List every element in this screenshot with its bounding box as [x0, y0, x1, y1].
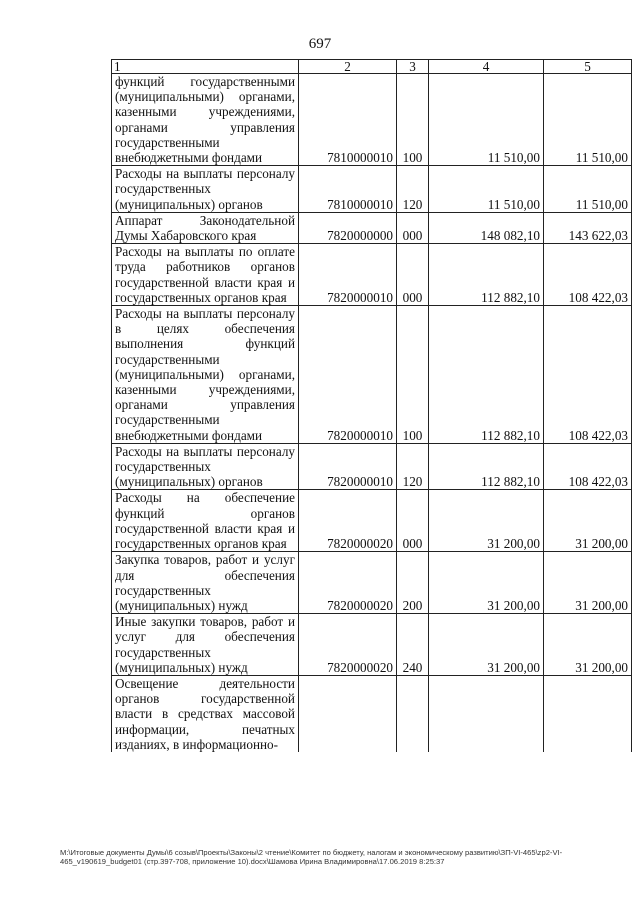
- row-type: 000: [397, 212, 429, 243]
- header-col-5: 5: [544, 60, 632, 74]
- row-sum-2: 143 622,03: [544, 212, 632, 243]
- row-code: [299, 675, 397, 752]
- table-row: [112, 614, 632, 676]
- row-type: 120: [397, 166, 429, 213]
- row-sum-1: 31 200,00: [429, 552, 544, 614]
- row-type: 200: [397, 552, 429, 614]
- row-code: 7820000000: [299, 212, 397, 243]
- row-name: Иные закупки товаров, работ и услуг для обеспечения государственных (муниципальных) нужд: [112, 614, 299, 676]
- row-name: Расходы на выплаты персоналу в целях обеспечения выполнения функций государственными (муниципальными) органами, казенными учреждениями, органами управления государственными внебюджетными фондами: [112, 306, 299, 444]
- budget-table: [111, 59, 632, 752]
- row-sum-2: 31 200,00: [544, 490, 632, 552]
- row-sum-1: 11 510,00: [429, 74, 544, 166]
- row-code: 7820000020: [299, 552, 397, 614]
- row-sum-2: 11 510,00: [544, 166, 632, 213]
- table-row: [112, 166, 632, 213]
- document-path-footer: M:\Итоговые документы Думы\6 созыв\Проекты\Законы\2 чтение\Комитет по бюджету, налогам и экономическому развитию\ЗП-VI-465\zp2-VI-465_v190619_budget01 (стр.397-708, приложение 10).docx\Шамова Ирина Владимировна\17.06.2019 8:25:37: [60, 848, 563, 866]
- table-row: [112, 552, 632, 614]
- row-name: Закупка товаров, работ и услуг для обеспечения государственных (муниципальных) нужд: [112, 552, 299, 614]
- table-row: [112, 212, 632, 243]
- row-code: 7820000010: [299, 443, 397, 490]
- table-row: [112, 675, 632, 752]
- table-row: [112, 244, 632, 306]
- row-sum-1: 31 200,00: [429, 614, 544, 676]
- header-col-3: 3: [397, 60, 429, 74]
- row-type: 000: [397, 490, 429, 552]
- row-sum-1: 11 510,00: [429, 166, 544, 213]
- row-sum-2: 108 422,03: [544, 443, 632, 490]
- row-type: 100: [397, 306, 429, 444]
- table-header-row: [112, 60, 632, 74]
- row-name: Расходы на выплаты персоналу государственных (муниципальных) органов: [112, 443, 299, 490]
- row-sum-1: 112 882,10: [429, 306, 544, 444]
- page-number: 697: [308, 36, 332, 52]
- row-code: 7810000010: [299, 74, 397, 166]
- row-sum-1: [429, 675, 544, 752]
- row-code: 7810000010: [299, 166, 397, 213]
- header-col-2: 2: [299, 60, 397, 74]
- header-col-4: 4: [429, 60, 544, 74]
- row-name: Расходы на выплаты по оплате труда работников органов государственной власти края и государственных органов края: [112, 244, 299, 306]
- row-type: 100: [397, 74, 429, 166]
- row-name: Расходы на выплаты персоналу государственных (муниципальных) органов: [112, 166, 299, 213]
- row-sum-2: 11 510,00: [544, 74, 632, 166]
- row-sum-1: 31 200,00: [429, 490, 544, 552]
- row-name: Освещение деятельности органов государственной власти в средствах массовой информации, печатных изданиях, в информационно-: [112, 675, 299, 752]
- row-sum-1: 112 882,10: [429, 443, 544, 490]
- row-sum-1: 148 082,10: [429, 212, 544, 243]
- row-sum-1: 112 882,10: [429, 244, 544, 306]
- table-row: [112, 490, 632, 552]
- row-sum-2: 31 200,00: [544, 552, 632, 614]
- row-code: 7820000020: [299, 614, 397, 676]
- header-col-1: 1: [112, 60, 299, 74]
- row-code: 7820000010: [299, 244, 397, 306]
- row-type: 120: [397, 443, 429, 490]
- row-sum-2: 108 422,03: [544, 244, 632, 306]
- table-row: [112, 74, 632, 166]
- row-name: Расходы на обеспечение функций органов государственной власти края и государственных органов края: [112, 490, 299, 552]
- row-type: 000: [397, 244, 429, 306]
- row-name: Аппарат Законодательной Думы Хабаровского края: [112, 212, 299, 243]
- row-sum-2: [544, 675, 632, 752]
- row-sum-2: 31 200,00: [544, 614, 632, 676]
- row-type: 240: [397, 614, 429, 676]
- row-sum-2: 108 422,03: [544, 306, 632, 444]
- table-row: [112, 443, 632, 490]
- row-name: функций государственными (муниципальными) органами, казенными учреждениями, органами управления государственными внебюджетными фондами: [112, 74, 299, 166]
- row-type: [397, 675, 429, 752]
- row-code: 7820000010: [299, 306, 397, 444]
- row-code: 7820000020: [299, 490, 397, 552]
- table-row: [112, 306, 632, 444]
